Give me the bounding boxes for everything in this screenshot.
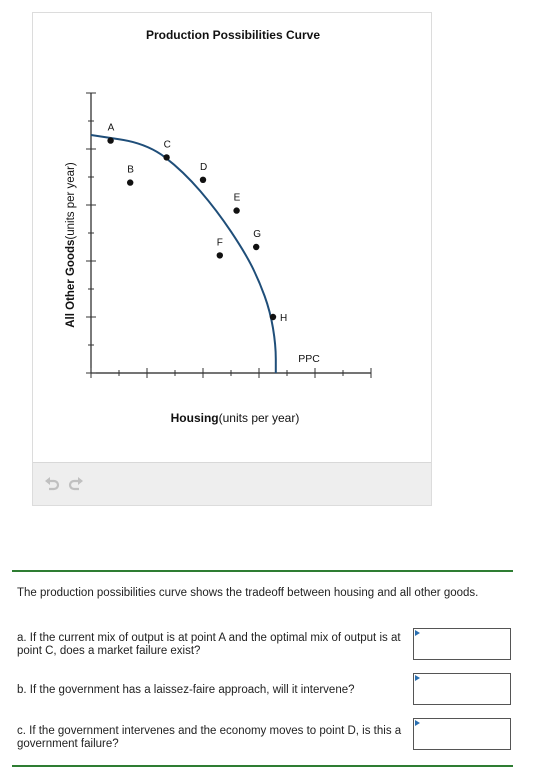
intro-text: The production possibilities curve shows the tradeoff between housing and all other goods. bbox=[17, 587, 479, 599]
divider-top bbox=[12, 570, 513, 572]
chart-title: Production Possibilities Curve bbox=[145, 28, 321, 42]
point-label-h: H bbox=[280, 313, 288, 324]
answer-a-field[interactable] bbox=[413, 628, 511, 660]
question-c: c. If the government intervenes and the economy moves to point D, is this a government failure? bbox=[17, 725, 402, 750]
y-axis-label-name: All Other Goods bbox=[65, 239, 77, 328]
point-label-f: F bbox=[216, 237, 223, 249]
x-axis-label-unit: (units per year) bbox=[218, 411, 300, 425]
question-a: a. If the current mix of output is at point A and the optimal mix of output is at point C, does a market failure exist? bbox=[17, 632, 401, 657]
ppc-curve bbox=[91, 135, 276, 373]
point-f bbox=[217, 252, 223, 258]
point-label-d: D bbox=[200, 161, 208, 173]
point-h bbox=[270, 314, 276, 320]
y-axis-label-unit: (units per year) bbox=[65, 162, 77, 240]
point-label-b: B bbox=[127, 164, 134, 176]
answer-c-field[interactable] bbox=[413, 718, 511, 750]
point-label-c: C bbox=[163, 139, 171, 151]
redo-icon[interactable] bbox=[67, 475, 85, 493]
divider-bottom bbox=[12, 765, 513, 767]
point-c bbox=[163, 154, 169, 160]
point-b bbox=[127, 179, 133, 185]
point-d bbox=[200, 177, 206, 183]
point-label-e: E bbox=[233, 192, 241, 204]
answer-a-marker bbox=[415, 630, 420, 636]
ppc-curve-label: PPC bbox=[298, 352, 320, 365]
answer-b-marker bbox=[415, 675, 420, 681]
point-e bbox=[233, 207, 239, 213]
x-axis-label-name: Housing bbox=[170, 411, 219, 425]
graph-toolbar bbox=[33, 462, 431, 505]
answer-b-field[interactable] bbox=[413, 673, 511, 705]
point-g bbox=[253, 244, 259, 250]
graph-panel bbox=[32, 12, 432, 506]
ppc-chart bbox=[33, 13, 431, 463]
point-label-g: G bbox=[253, 229, 261, 240]
answer-c-marker bbox=[415, 720, 420, 726]
point-label-a: A bbox=[107, 122, 115, 134]
point-a bbox=[107, 137, 113, 143]
question-b: b. If the government has a laissez-faire approach, will it intervene? bbox=[17, 684, 355, 696]
undo-icon[interactable] bbox=[43, 475, 61, 493]
x-axis-label bbox=[115, 411, 355, 425]
